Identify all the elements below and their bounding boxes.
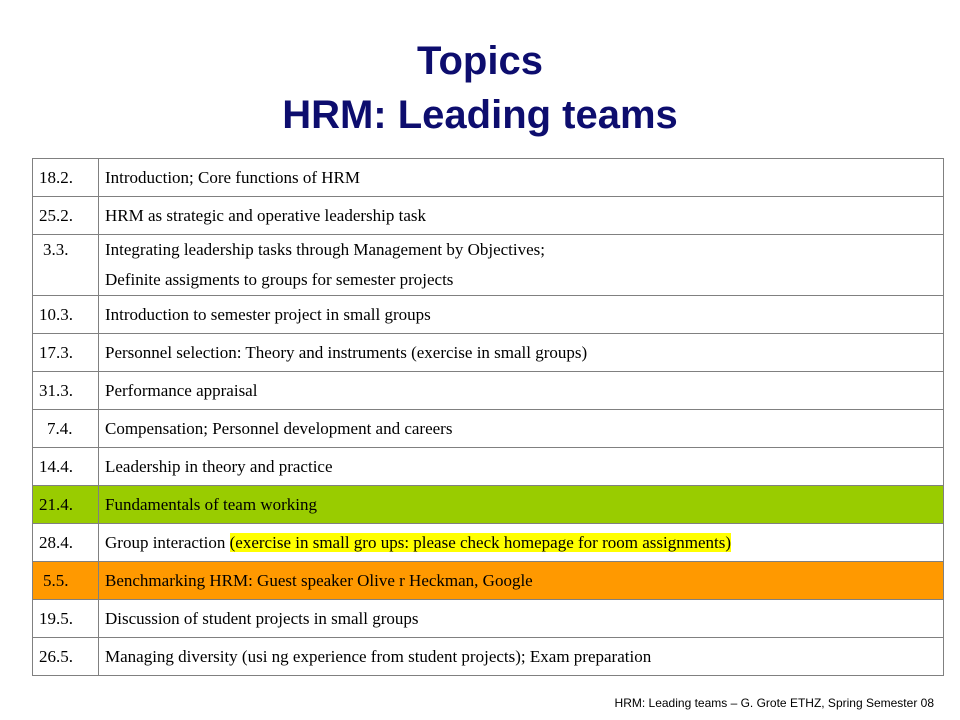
topic-cell: Compensation; Personnel development and careers (99, 410, 944, 448)
topic-text: Group interaction (105, 532, 230, 552)
table-row (33, 296, 944, 334)
topic-cell: Discussion of student projects in small groups (99, 600, 944, 638)
topics-table (32, 158, 944, 676)
table-row (33, 334, 944, 372)
table-row (33, 372, 944, 410)
table-row (33, 197, 944, 235)
topic-cell: Benchmarking HRM: Guest speaker Olive r Heckman, Google (99, 562, 944, 600)
date-cell: 19.5. (33, 600, 99, 638)
table-row (33, 448, 944, 486)
topic-cell (99, 524, 944, 562)
date-cell (33, 410, 99, 448)
table-row (33, 410, 944, 448)
date-cell (33, 562, 99, 600)
topic-cell: Managing diversity (usi ng experience from student projects); Exam preparation (99, 638, 944, 676)
date-cell: 28.4. (33, 524, 99, 562)
date-text: 3.3. (43, 240, 69, 259)
topic-cell: HRM as strategic and operative leadership task (99, 197, 944, 235)
date-cell: 26.5. (33, 638, 99, 676)
date-cell: 17.3. (33, 334, 99, 372)
date-cell: 14.4. (33, 448, 99, 486)
table-row (33, 524, 944, 562)
date-cell: 25.2. (33, 197, 99, 235)
table-row (33, 159, 944, 197)
slide-title: Topics (417, 39, 543, 83)
highlighted-note: (exercise in small gro ups: please check homepage for room assignments) (229, 532, 731, 552)
table-row (33, 638, 944, 676)
topic-cell: Introduction to semester project in small groups (99, 296, 944, 334)
date-cell: 18.2. (33, 159, 99, 197)
table-row-highlighted (33, 486, 944, 524)
table-row (33, 600, 944, 638)
date-cell: 21.4. (33, 486, 99, 524)
topic-line: Definite assigments to groups for semester projects (105, 270, 454, 289)
table-row-guest (33, 562, 944, 600)
topic-cell (99, 235, 944, 296)
date-text: 7.4. (47, 418, 73, 438)
date-text: 5.5. (43, 570, 69, 590)
topic-cell: Personnel selection: Theory and instruments (exercise in small groups) (99, 334, 944, 372)
date-cell: 31.3. (33, 372, 99, 410)
table-row (33, 235, 944, 296)
slide-footer: HRM: Leading teams – G. Grote ETHZ, Spring Semester 08 (614, 696, 934, 710)
date-cell: 10.3. (33, 296, 99, 334)
date-cell (33, 235, 99, 296)
topic-cell: Performance appraisal (99, 372, 944, 410)
topic-cell: Fundamentals of team working (99, 486, 944, 524)
topic-cell: Introduction; Core functions of HRM (99, 159, 944, 197)
topic-line: Integrating leadership tasks through Management by Objectives; (105, 240, 545, 259)
slide-subtitle: HRM: Leading teams (282, 93, 678, 137)
topic-cell: Leadership in theory and practice (99, 448, 944, 486)
